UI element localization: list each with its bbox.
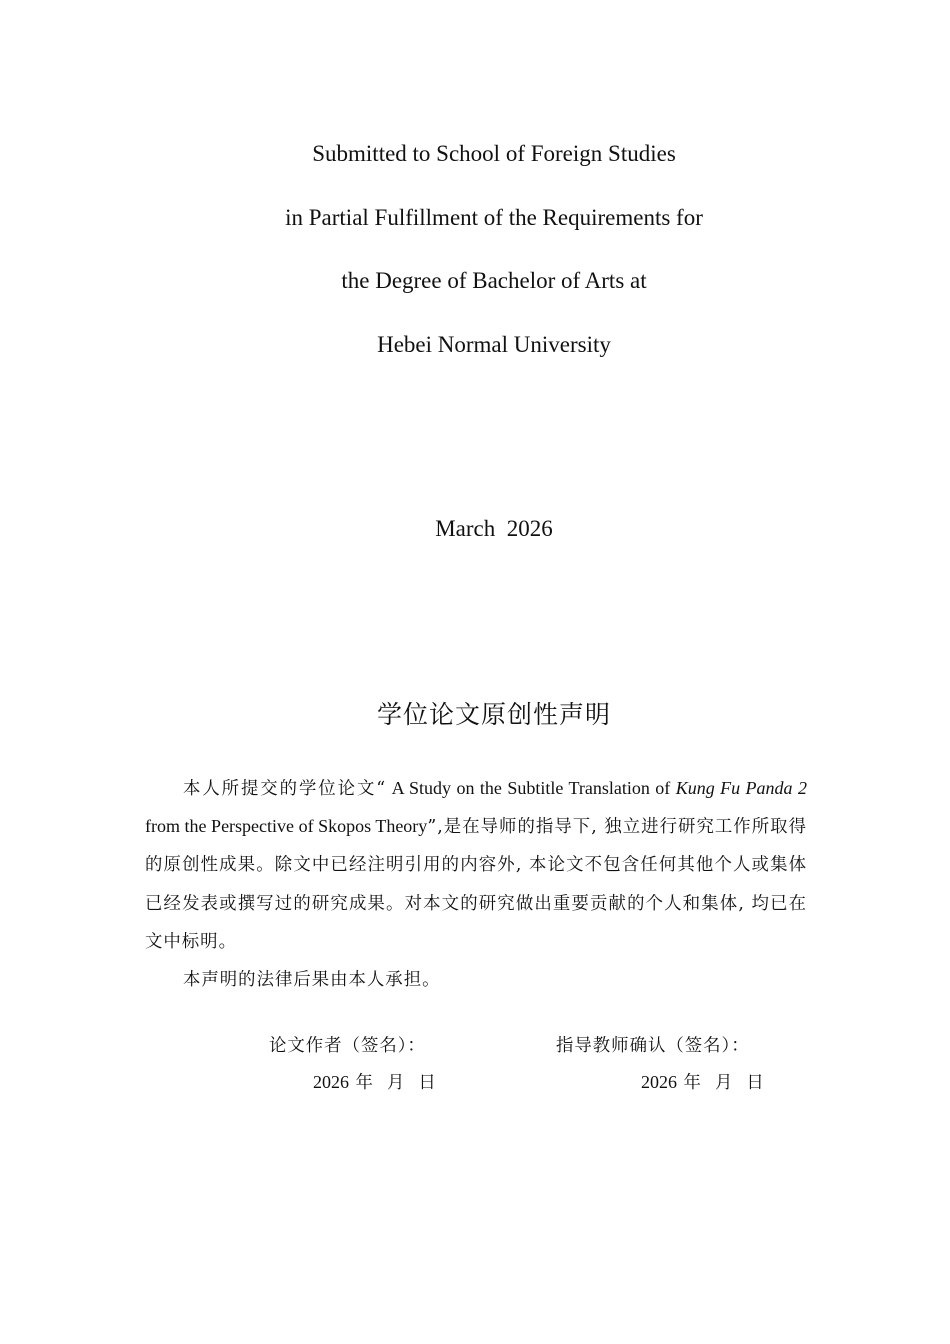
author-date-rest: 年 月 日	[349, 1073, 437, 1093]
submission-line-1: Submitted to School of Foreign Studies	[312, 141, 676, 166]
declaration-p1-film-title: Kung Fu Panda 2	[675, 778, 807, 798]
author-date-year: 2026	[313, 1072, 349, 1092]
author-signature-date	[313, 1068, 437, 1093]
submission-statement	[0, 122, 950, 376]
declaration-p1-en-b: from the Perspective of Skopos Theory	[145, 816, 428, 837]
submission-line-2: in Partial Fulfillment of the Requirements for	[285, 204, 703, 230]
declaration-p1-zh-start: 本人所提交的学位论文“	[183, 779, 387, 799]
declaration-title: 学位论文原创性声明	[376, 700, 611, 729]
advisor-date-year: 2026	[641, 1072, 677, 1092]
declaration-p1-zh-rest: ”,是在导师的指导下, 独立进行研究工作所取得的原创性成果。除文中已经注明引用的内容外, 本论文不包含任何其他个人或集体已经发表或撰写过的研究成果。对本文的研究做出重要贡献的个人和集体, 均已在文中标明。	[145, 817, 807, 952]
declaration-p1-en-a: A Study on the Subtitle Translation of	[386, 778, 676, 798]
submission-date: March 2026	[435, 516, 553, 541]
declaration-body	[145, 770, 807, 999]
submission-line-4: Hebei Normal University	[377, 331, 611, 357]
declaration-paragraph-1	[145, 770, 807, 961]
advisor-date-rest: 年 月 日	[677, 1073, 765, 1093]
submission-line-3: the Degree of Bachelor of Arts at	[341, 268, 647, 293]
declaration-paragraph-2	[145, 961, 807, 999]
declaration-p2-text: 本声明的法律后果由本人承担。	[183, 970, 441, 991]
author-signature-label: 论文作者（签名）：	[269, 1036, 426, 1056]
advisor-signature-date	[641, 1068, 765, 1093]
advisor-signature-label: 指导教师确认（签名）：	[556, 1036, 750, 1056]
